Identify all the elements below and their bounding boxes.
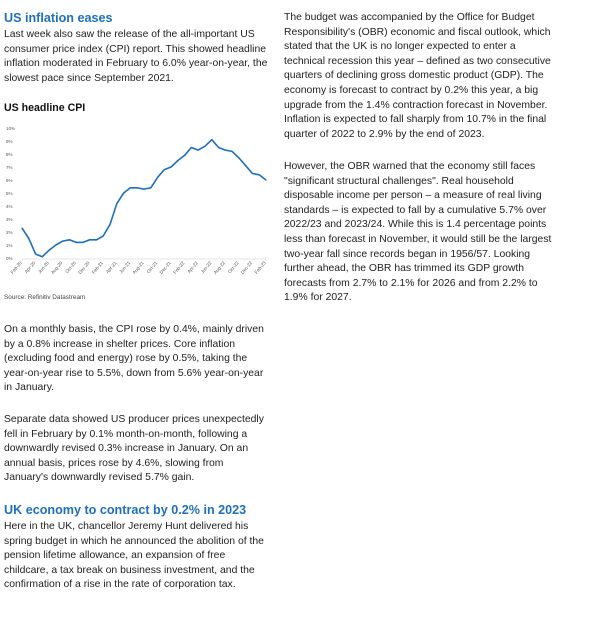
y-tick-label: 4% bbox=[6, 204, 13, 209]
y-tick-label: 5% bbox=[6, 191, 13, 196]
cpi-data-point bbox=[204, 146, 205, 147]
cpi-data-point bbox=[225, 150, 226, 151]
cpi-data-point bbox=[164, 169, 165, 170]
x-tick-label: Oct-21 bbox=[145, 260, 159, 275]
cpi-data-point bbox=[49, 250, 50, 251]
x-tick-label: Aug-22 bbox=[212, 260, 227, 275]
x-tick-label: Feb-21 bbox=[90, 260, 105, 275]
cpi-data-point bbox=[211, 139, 212, 140]
x-tick-label: Dec-20 bbox=[77, 260, 91, 276]
obr-outlook-paragraph: The budget was accompanied by the Office for Budget Responsibility's (OBR) economic and fiscal outlook, which stated that the UK is no longer expected to enter a technical recession this year – defined as two consecutive quarters of declining gross domestic product (GDP). The economy is forecast to contract by 0.2% this year, a big upgrade from the 1.4% contraction forecast in November. Inflation is expected to fall sharply from 10.7% in the final quarter of 2022 to 2.9% by the end of 2023. bbox=[284, 12, 551, 140]
cpi-data-point bbox=[184, 155, 185, 156]
y-tick-label: 3% bbox=[6, 217, 13, 222]
cpi-data-point bbox=[42, 256, 43, 257]
x-tick-label: Feb-22 bbox=[172, 260, 186, 275]
y-tick-label: 0% bbox=[6, 256, 13, 261]
x-tick-label: Feb-23 bbox=[253, 260, 267, 275]
x-tick-label: Oct-22 bbox=[226, 260, 240, 275]
obr-warning-paragraph: However, the OBR warned that the economy still faces "significant structural challenges". Real household disposable income per person – a measure of real living standards – is expected to fall by a cumulative 5.7% over 2022/23 and 2023/24. While this is 1.4 percentage points less than forecast in November, it would still be the largest two-year fall since records began in 1956/57. Looking further ahead, the OBR has trimmed its GDP growth forecasts from 2.7% to 2.1% for 2026 and from 2.2% to 1.9% for 2027. bbox=[284, 161, 552, 304]
x-tick-label: Aug-20 bbox=[50, 260, 64, 276]
uk-budget-paragraph: Here in the UK, chancellor Jeremy Hunt delivered his spring budget in which he announced the abolition of the pension lifetime allowance, an expansion of free childcare, a tax break on business investment, and the confirmation of a rise in the rate of corporation tax. bbox=[4, 521, 264, 591]
cpi-data-point bbox=[143, 189, 144, 190]
cpi-data-point bbox=[157, 177, 158, 178]
chart-title: US headline CPI bbox=[4, 102, 86, 114]
cpi-data-point bbox=[62, 241, 63, 242]
x-tick-label: Dec-21 bbox=[158, 260, 172, 275]
cpi-data-point bbox=[171, 166, 172, 167]
cpi-data-point bbox=[76, 242, 77, 243]
producer-prices-paragraph: Separate data showed US producer prices unexpectedly fell in February by 0.1% month-on-month, following a downwardly revised 0.3% increase in January. On an annual basis, prices rose by 4.6%, slowing from January's downwardly revised 5.7% gain. bbox=[4, 414, 264, 484]
y-tick-label: 10% bbox=[6, 126, 16, 131]
cpi-data-point bbox=[232, 151, 233, 152]
cpi-data-point bbox=[55, 244, 56, 245]
us-cpi-intro-paragraph: Last week also saw the release of the all-important US consumer price index (CPI) report. This showed headline inflation moderated in February to 6.0% year-on-year, the slowest pace since September 2021. bbox=[4, 29, 268, 84]
cpi-data-point bbox=[130, 187, 131, 188]
x-tick-label: Jun-22 bbox=[199, 260, 213, 275]
chart-source: Source: Refinitiv Datastream bbox=[4, 294, 86, 301]
cpi-data-point bbox=[82, 242, 83, 243]
cpi-data-point bbox=[116, 203, 117, 204]
cpi-data-point bbox=[110, 224, 111, 225]
x-tick-label: Aug-21 bbox=[131, 260, 145, 276]
cpi-data-point bbox=[89, 239, 90, 240]
x-tick-label: Oct-20 bbox=[64, 260, 77, 275]
x-tick-label: Apr-22 bbox=[186, 260, 199, 275]
cpi-data-point bbox=[137, 187, 138, 188]
x-tick-label: Dec-22 bbox=[239, 260, 254, 275]
cpi-data-point bbox=[150, 187, 151, 188]
cpi-data-point bbox=[28, 238, 29, 239]
us-cpi-line-chart bbox=[4, 122, 268, 292]
x-tick-label: Feb-20 bbox=[9, 260, 23, 275]
y-tick-label: 2% bbox=[6, 230, 13, 235]
x-tick-label: Apr-20 bbox=[23, 260, 37, 275]
cpi-series-line bbox=[22, 140, 266, 257]
y-tick-label: 9% bbox=[6, 139, 13, 144]
cpi-data-point bbox=[259, 174, 260, 175]
cpi-data-point bbox=[177, 160, 178, 161]
uk-economy-heading: UK economy to contract by 0.2% in 2023 bbox=[4, 503, 247, 517]
cpi-data-point bbox=[245, 165, 246, 166]
cpi-data-point bbox=[69, 239, 70, 240]
cpi-data-point bbox=[218, 147, 219, 148]
x-tick-label: Jun-20 bbox=[37, 260, 50, 275]
cpi-data-point bbox=[21, 228, 22, 229]
cpi-data-point bbox=[252, 173, 253, 174]
cpi-data-point bbox=[96, 239, 97, 240]
y-tick-label: 6% bbox=[6, 178, 13, 183]
x-tick-label: Apr-21 bbox=[104, 260, 118, 275]
cpi-data-point bbox=[265, 179, 266, 180]
y-tick-label: 8% bbox=[6, 152, 13, 157]
x-tick-label: Jun-21 bbox=[118, 260, 132, 275]
us-inflation-heading: US inflation eases bbox=[4, 11, 113, 25]
cpi-data-point bbox=[103, 235, 104, 236]
monthly-cpi-paragraph: On a monthly basis, the CPI rose by 0.4%, mainly driven by a 0.8% increase in shelter prices. Core inflation (excluding food and energy) rose by 0.5%, taking the year-on-year rise to 5.5%, down from 5.6% year-on-year in January. bbox=[4, 324, 264, 394]
y-tick-label: 1% bbox=[6, 243, 13, 248]
cpi-data-point bbox=[198, 150, 199, 151]
cpi-data-point bbox=[123, 192, 124, 193]
cpi-data-point bbox=[238, 157, 239, 158]
y-tick-label: 7% bbox=[6, 165, 13, 170]
cpi-data-point bbox=[35, 254, 36, 255]
cpi-data-point bbox=[191, 147, 192, 148]
